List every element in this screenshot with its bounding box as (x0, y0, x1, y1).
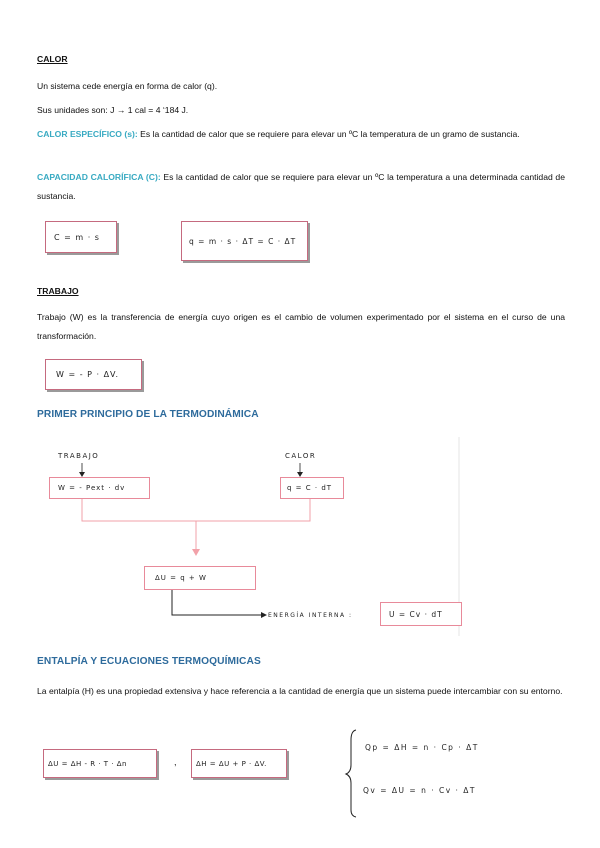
calor-line-1: Un sistema cede energía en forma de calor (q). (37, 81, 218, 91)
formula-qp: Qp = ΔH = n · Cp · ΔT (365, 743, 479, 752)
diagram-w: W = - Pext · dv (58, 484, 126, 492)
entalpia-paragraph: La entalpía (H) es una propiedad extensiva y hace referencia a la cantidad de energía que un sistema puede intercambiar con su entorno. (37, 686, 563, 696)
formula-q: q = m · s · ΔT = C · ΔT (189, 236, 297, 246)
calor-line-2: Sus unidades son: J → 1 cal = 4 ‘184 J. (37, 105, 189, 115)
diagram-du: ΔU = q + W (155, 574, 207, 582)
formula-dh: ΔH = ΔU + P · ΔV. (196, 759, 267, 768)
trabajo-paragraph: Trabajo (W) es la transferencia de energía cuyo origen es el cambio de volumen experimentado por el sistema en el curso de una transformación. (37, 312, 565, 341)
calor-especifico-label: CALOR ESPECÍFICO (s): (37, 129, 138, 139)
diagram-u: U = Cv · dT (389, 609, 443, 619)
calor-especifico-text: Es la cantidad de calor que se requiere para elevar un ºC la temperatura de un gramo de sustancia. (137, 129, 520, 139)
formula-qv: Qv = ΔU = n · Cv · ΔT (363, 786, 477, 795)
trabajo-heading: TRABAJO (37, 286, 79, 296)
capacidad-calorifica-label: CAPACIDAD CALORÍFICA (C): (37, 172, 161, 182)
diagram-q: q = C · dT (287, 484, 333, 492)
label-energia-interna: ENERGÍA INTERNA : (268, 612, 353, 619)
calor-heading: CALOR (37, 54, 68, 64)
entalpia-heading: ENTALPÍA Y ECUACIONES TERMOQUÍMICAS (37, 656, 261, 667)
formula-separator: , (174, 757, 177, 767)
label-calor: CALOR (285, 452, 317, 460)
capacidad-calorifica-text: Es la cantidad de calor que se requiere para elevar un ºC la temperatura a una determinada cantidad de sustancia. (37, 172, 565, 201)
formula-c: C = m · s (54, 232, 100, 242)
primer-principio-heading: PRIMER PRINCIPIO DE LA TERMODINÁMICA (37, 409, 259, 420)
formula-du-entalpia: ΔU = ΔH - R · T · Δn (48, 759, 127, 768)
label-trabajo: TRABAJO (58, 452, 100, 460)
formula-w: W = - P · ΔV. (56, 370, 120, 379)
